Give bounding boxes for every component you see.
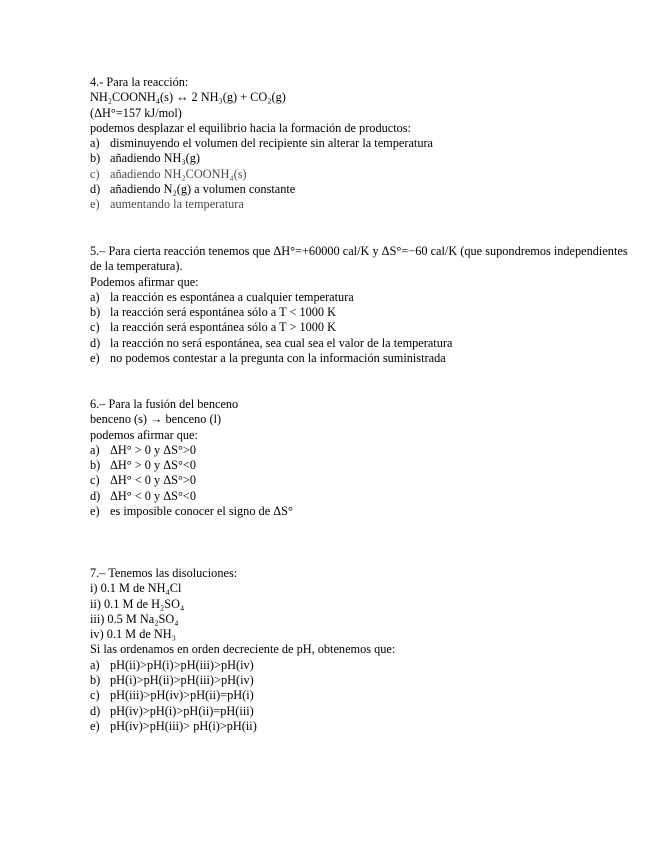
solution-iv: iv) 0.1 M de NH₃	[90, 627, 176, 642]
option-c	[90, 320, 630, 335]
option-text: pH(iv)>pH(i)>pH(ii)=pH(iii)	[110, 703, 254, 718]
option-e	[90, 719, 630, 734]
option-text: disminuyendo el volumen del recipiente sin alterar la temperatura	[110, 136, 434, 151]
option-text: es imposible conocer el signo de ΔS°	[110, 504, 293, 519]
question-prompt: Si las ordenamos en orden decreciente de pH, obtenemos que:	[90, 642, 396, 657]
option-a	[90, 443, 630, 458]
option-label: a)	[90, 136, 100, 151]
option-label: c)	[90, 688, 100, 703]
option-c	[90, 167, 630, 182]
option-d	[90, 489, 630, 504]
solution-i: i) 0.1 M de NH₄Cl	[90, 581, 182, 596]
reaction-equation: NH₂COONH₄(s) ↔ 2 NH₃(g) + CO₂(g)	[90, 90, 286, 105]
option-label: b)	[90, 458, 101, 473]
option-text: pH(iii)>pH(iv)>pH(ii)=pH(i)	[110, 688, 254, 703]
option-text: ΔH° > 0 y ΔS°<0	[110, 458, 196, 473]
question-title: 7.– Tenemos las disoluciones:	[90, 566, 238, 580]
question-title: 6.– Para la fusión del benceno	[90, 397, 239, 411]
option-text: la reacción será espontánea sólo a T < 1000 K	[110, 305, 337, 320]
option-label: d)	[90, 703, 101, 718]
option-label: d)	[90, 182, 101, 197]
option-label: b)	[90, 673, 101, 688]
option-text: la reacción no será espontánea, sea cual sea el valor de la temperatura	[110, 335, 453, 350]
question-4	[90, 75, 630, 213]
question-title: 4.- Para la reacción:	[90, 75, 189, 89]
question-prompt: podemos desplazar el equilibrio hacia la formación de productos:	[90, 120, 411, 135]
option-text: ΔH° > 0 y ΔS°>0	[110, 442, 196, 457]
option-b	[90, 151, 630, 166]
option-d	[90, 182, 630, 197]
option-label: e)	[90, 504, 100, 519]
option-text: pH(iv)>pH(iii)> pH(i)>pH(ii)	[110, 718, 257, 733]
option-d	[90, 704, 630, 719]
option-label: a)	[90, 289, 100, 304]
solution-iii: iii) 0.5 M Na₂SO₄	[90, 611, 179, 626]
question-title: 5.– Para cierta reacción tenemos que ΔH°=+60000 cal/K y ΔS°=−60 cal/K (que supondremos independientes de la temperatura).	[90, 244, 628, 274]
option-a	[90, 290, 630, 305]
option-text: pH(ii)>pH(i)>pH(iii)>pH(iv)	[110, 657, 254, 672]
option-text: aumentando la temperatura	[110, 197, 244, 212]
reaction-equation: benceno (s) → benceno (l)	[90, 412, 222, 427]
option-label: b)	[90, 305, 101, 320]
option-e	[90, 351, 630, 366]
option-c	[90, 688, 630, 703]
option-a	[90, 136, 630, 151]
question-6	[90, 397, 630, 519]
option-label: c)	[90, 320, 100, 335]
question-7	[90, 566, 630, 734]
option-label: a)	[90, 442, 100, 457]
option-e	[90, 504, 630, 519]
option-label: e)	[90, 197, 100, 212]
option-b	[90, 305, 630, 320]
option-a	[90, 658, 630, 673]
option-label: d)	[90, 488, 101, 503]
option-b	[90, 673, 630, 688]
option-text: la reacción será espontánea sólo a T > 1000 K	[110, 320, 337, 335]
solution-ii: ii) 0.1 M de H₂SO₄	[90, 596, 185, 611]
option-label: c)	[90, 166, 100, 181]
option-label: c)	[90, 473, 100, 488]
option-text: no podemos contestar a la pregunta con la información suministrada	[110, 351, 446, 366]
option-text: añadiendo NH₃(g)	[110, 151, 200, 166]
option-label: d)	[90, 335, 101, 350]
option-text: ΔH° < 0 y ΔS°>0	[110, 473, 196, 488]
option-b	[90, 458, 630, 473]
question-prompt: podemos afirmar que:	[90, 427, 198, 442]
option-label: a)	[90, 657, 100, 672]
question-prompt: Podemos afirmar que:	[90, 274, 199, 289]
option-d	[90, 336, 630, 351]
option-text: ΔH° < 0 y ΔS°<0	[110, 488, 196, 503]
question-5	[90, 244, 630, 366]
option-text: añadiendo NH₂COONH₄(s)	[110, 166, 247, 181]
option-c	[90, 473, 630, 488]
option-text: pH(i)>pH(ii)>pH(iii)>pH(iv)	[110, 673, 254, 688]
option-e	[90, 197, 630, 212]
option-label: e)	[90, 351, 100, 366]
option-label: e)	[90, 718, 100, 733]
option-text: la reacción es espontánea a cualquier temperatura	[110, 289, 354, 304]
option-label: b)	[90, 151, 101, 166]
enthalpy-value: (ΔH°=157 kJ/mol)	[90, 105, 182, 120]
option-text: añadiendo N₂(g) a volumen constante	[110, 182, 296, 197]
